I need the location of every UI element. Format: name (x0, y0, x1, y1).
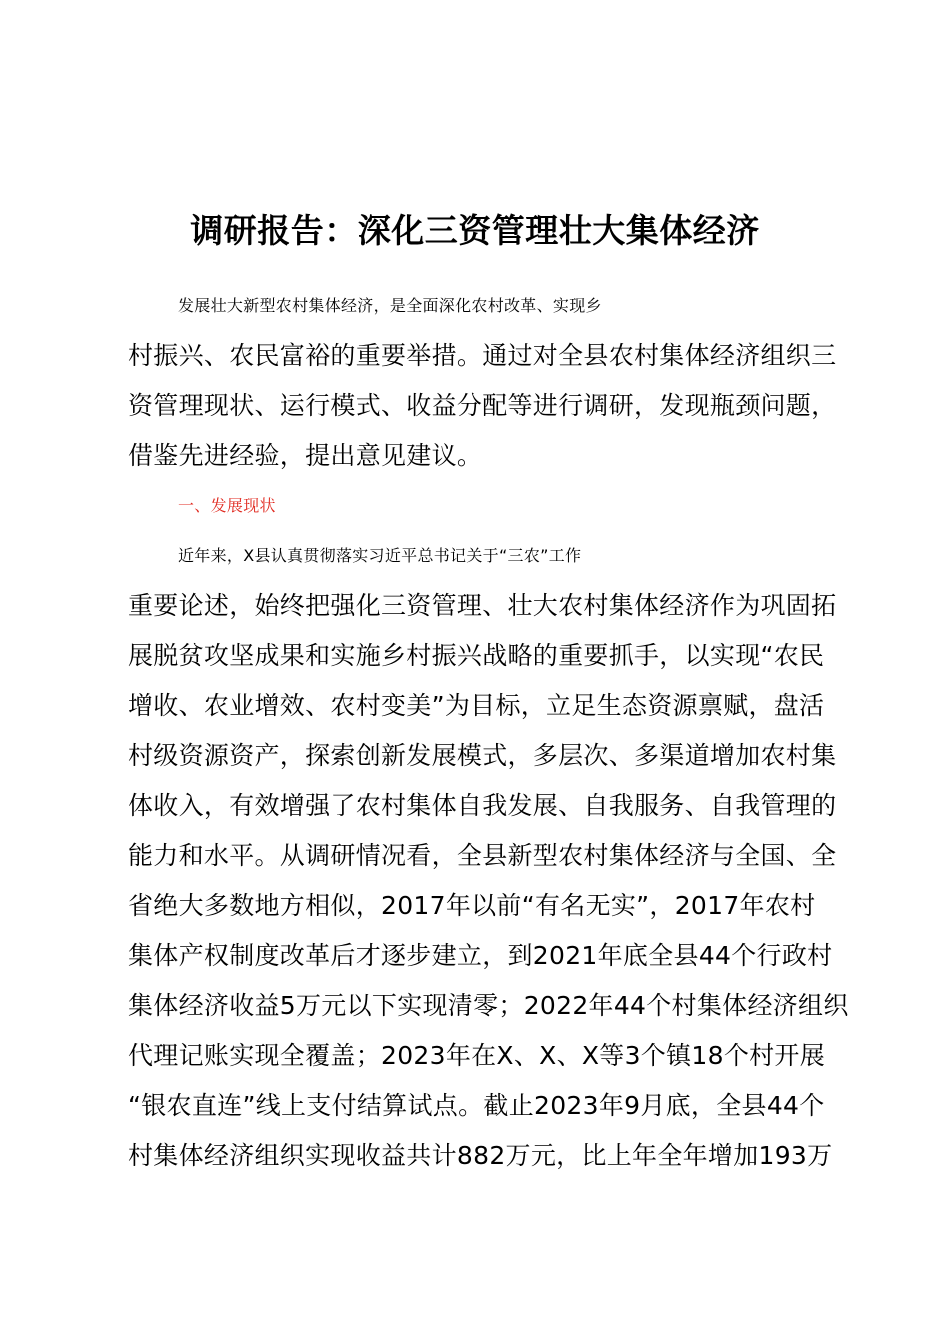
paragraph-line: 近年来，X县认真贯彻落实习近平总书记关于“三农”工作 (178, 546, 582, 565)
paragraph-line: 展脱贫攻坚成果和实施乡村振兴战略的重要抓手，以实现“农民 (128, 641, 825, 670)
paragraph-line: 村振兴、农民富裕的重要举措。通过对全县农村集体经济组织三 (128, 341, 837, 370)
document-title: 调研报告：深化三资管理壮大集体经济 (190, 211, 760, 250)
paragraph-line: “银农直连”线上支付结算试点。截止2023年9月底，全县44个 (128, 1091, 825, 1120)
paragraph-line: 重要论述，始终把强化三资管理、壮大农村集体经济作为巩固拓 (128, 591, 837, 620)
paragraph-line: 体收入，有效增强了农村集体自我发展、自我服务、自我管理的 (128, 791, 837, 820)
paragraph-line: 省绝大多数地方相似，2017年以前“有名无实”，2017年农村 (128, 891, 816, 920)
paragraph-line: 能力和水平。从调研情况看，全县新型农村集体经济与全国、全 (128, 841, 837, 870)
paragraph-line: 村级资源资产，探索创新发展模式，多层次、多渠道增加农村集 (128, 741, 837, 770)
paragraph-line: 资管理现状、运行模式、收益分配等进行调研，发现瓶颈问题， (128, 391, 837, 420)
section-heading: 一、发展现状 (178, 496, 276, 515)
paragraph-line: 村集体经济组织实现收益共计882万元，比上年全年增加193万 (128, 1141, 833, 1170)
paragraph-line: 借鉴先进经验，提出意见建议。 (128, 441, 483, 470)
paragraph-line: 集体产权制度改革后才逐步建立，到2021年底全县44个行政村 (128, 941, 833, 970)
paragraph-line: 增收、农业增效、农村变美”为目标，立足生态资源禀赋，盘活 (128, 691, 825, 720)
paragraph-line: 发展壮大新型农村集体经济，是全面深化农村改革、实现乡 (178, 296, 602, 315)
paragraph-line: 代理记账实现全覆盖；2023年在X、X、X等3个镇18个村开展 (128, 1041, 826, 1070)
paragraph-line: 集体经济收益5万元以下实现清零；2022年44个村集体经济组织 (128, 991, 849, 1020)
